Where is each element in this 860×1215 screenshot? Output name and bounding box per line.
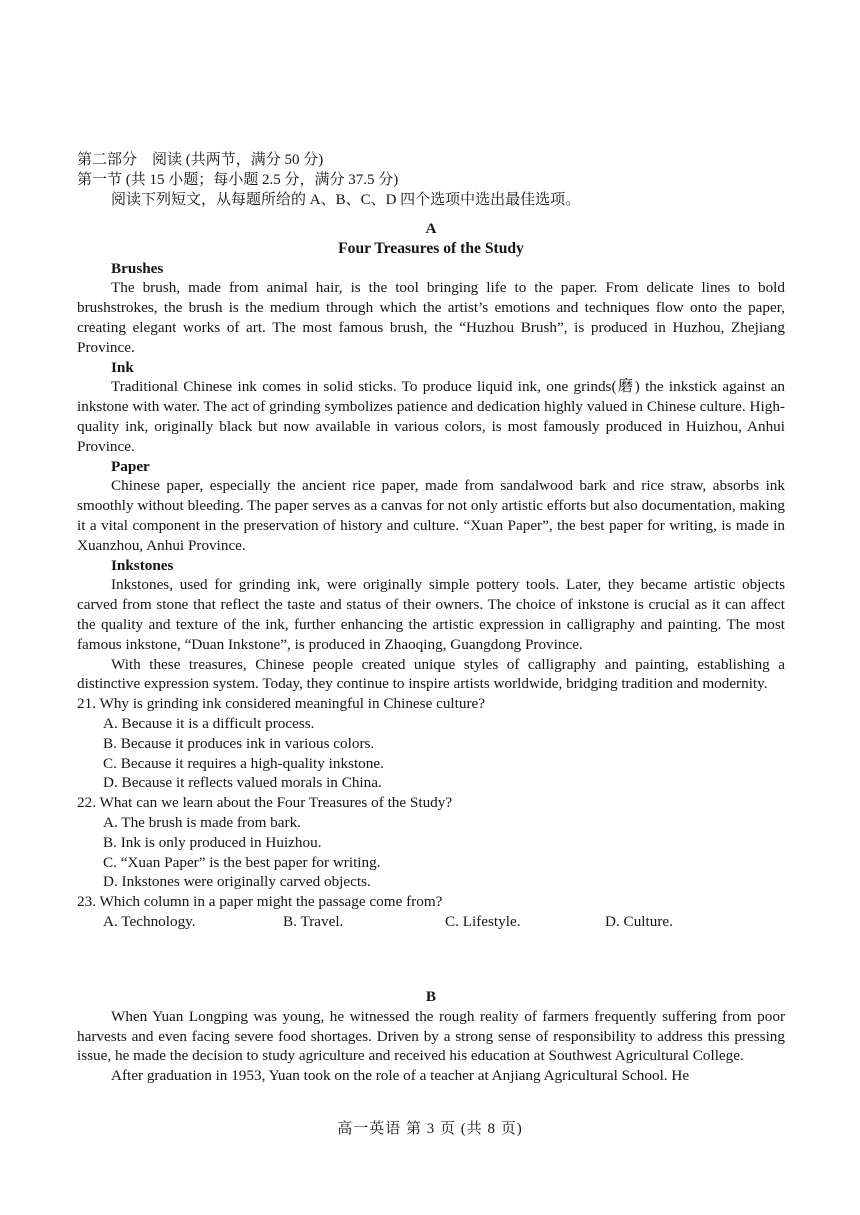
answer-options-row — [77, 912, 785, 932]
passage-b-paragraph-2: After graduation in 1953, Yuan took on the role of a teacher at Anjiang Agricultural School. He — [111, 1067, 690, 1085]
instruction: 阅读下列短文，从每题所给的 A、B、C、D 四个选项中选出最佳选项。 — [111, 191, 581, 208]
part-title: 第二部分 阅读 (共两节，满分 50 分) — [77, 152, 324, 168]
question-23 — [77, 892, 785, 932]
question-22 — [77, 793, 785, 892]
brushes-paragraph: The brush, made from animal hair, is the tool bringing life to the paper. From delicate lines to bold brushstrokes, the brush is the medium through which the artist’s emotions and techniques flow onto the paper, creating elegant works of art. The most famous brush, the “Huzhou Brush”, is produced in Huzhou, Zhejiang Province. — [77, 279, 785, 356]
answer-option[interactable]: D. Because it reflects valued morals in China. — [103, 774, 382, 792]
passage-a-title: Four Treasures of the Study — [338, 239, 524, 257]
answer-option[interactable]: C. Because it requires a high-quality inkstone. — [103, 754, 384, 772]
passage-b-paragraph-1: When Yuan Longping was young, he witnessed the rough reality of farmers frequently suffering from poor harvests and even facing severe food shortages. Driven by a strong sense of responsibility to address this pressing issue, he made the decision to study agriculture and received his education at Southwest Agricultural College. — [77, 1007, 785, 1065]
ink-paragraph: Traditional Chinese ink comes in solid sticks. To produce liquid ink, one grinds(磨) the inkstick against an inkstone with water. The act of grinding symbolizes patience and dedication highly valued in Chinese culture. High-quality ink, originally black but now available in various colors, is most famously produced in Huizhou, Anhui Province. — [77, 378, 785, 455]
ink-heading: Ink — [111, 358, 134, 376]
question-stem: 23. Which column in a paper might the passage come from? — [77, 893, 443, 911]
answer-option[interactable]: B. Because it produces ink in various colors. — [103, 734, 375, 752]
question-stem: 21. Why is grinding ink considered meaningful in Chinese culture? — [77, 695, 486, 713]
closing-paragraph: With these treasures, Chinese people created unique styles of calligraphy and painting, establishing a distinctive expression system. Today, they continue to inspire artists worldwide, bridging tradition and modernity. — [77, 655, 785, 693]
paper-paragraph: Chinese paper, especially the ancient rice paper, made from sandalwood bark and rice straw, absorbs ink smoothly without bleeding. The paper serves as a canvas for not only artistic efforts but also documentation, making it a vital component in the preservation of history and culture. “Xuan Paper”, the best paper for writing, is made in Xuanzhou, Anhui Province. — [77, 477, 785, 554]
inkstones-heading: Inkstones — [111, 556, 174, 574]
answer-option[interactable]: D. Culture. — [605, 912, 673, 930]
answer-option[interactable]: B. Travel. — [283, 912, 344, 930]
passage-b-label: B — [425, 988, 437, 1005]
section-header — [77, 151, 785, 210]
question-21 — [77, 694, 785, 793]
answer-option[interactable]: B. Ink is only produced in Huizhou. — [103, 833, 322, 851]
inkstones-paragraph: Inkstones, used for grinding ink, were originally simple pottery tools. Later, they became artistic objects carved from stone that reflect the taste and status of their owners. The choice of inkstone is crucial as it can affect the quality and texture of the ink, further enhancing the artistic expression in calligraphy and painting. The most famous inkstone, “Duan Inkstone”, is produced in Zhaoqing, Guangdong Province. — [77, 576, 785, 653]
page-footer: 高一英语 第 3 页 (共 8 页) — [337, 1121, 523, 1137]
passage-a-label: A — [425, 220, 437, 237]
answer-option[interactable]: D. Inkstones were originally carved objects. — [103, 873, 371, 891]
answer-option[interactable]: C. “Xuan Paper” is the best paper for writing. — [103, 853, 381, 871]
answer-option[interactable]: A. Because it is a difficult process. — [103, 714, 315, 732]
section-title: 第一节 (共 15 小题；每小题 2.5 分，满分 37.5 分) — [77, 171, 399, 188]
answer-option[interactable]: A. Technology. — [103, 912, 196, 930]
answer-option[interactable]: A. The brush is made from bark. — [103, 813, 301, 831]
brushes-heading: Brushes — [111, 259, 164, 277]
passage-a — [77, 219, 785, 932]
question-stem: 22. What can we learn about the Four Treasures of the Study? — [77, 794, 453, 812]
answer-option[interactable]: C. Lifestyle. — [445, 912, 521, 930]
paper-heading: Paper — [111, 457, 150, 475]
passage-b — [77, 987, 785, 1086]
